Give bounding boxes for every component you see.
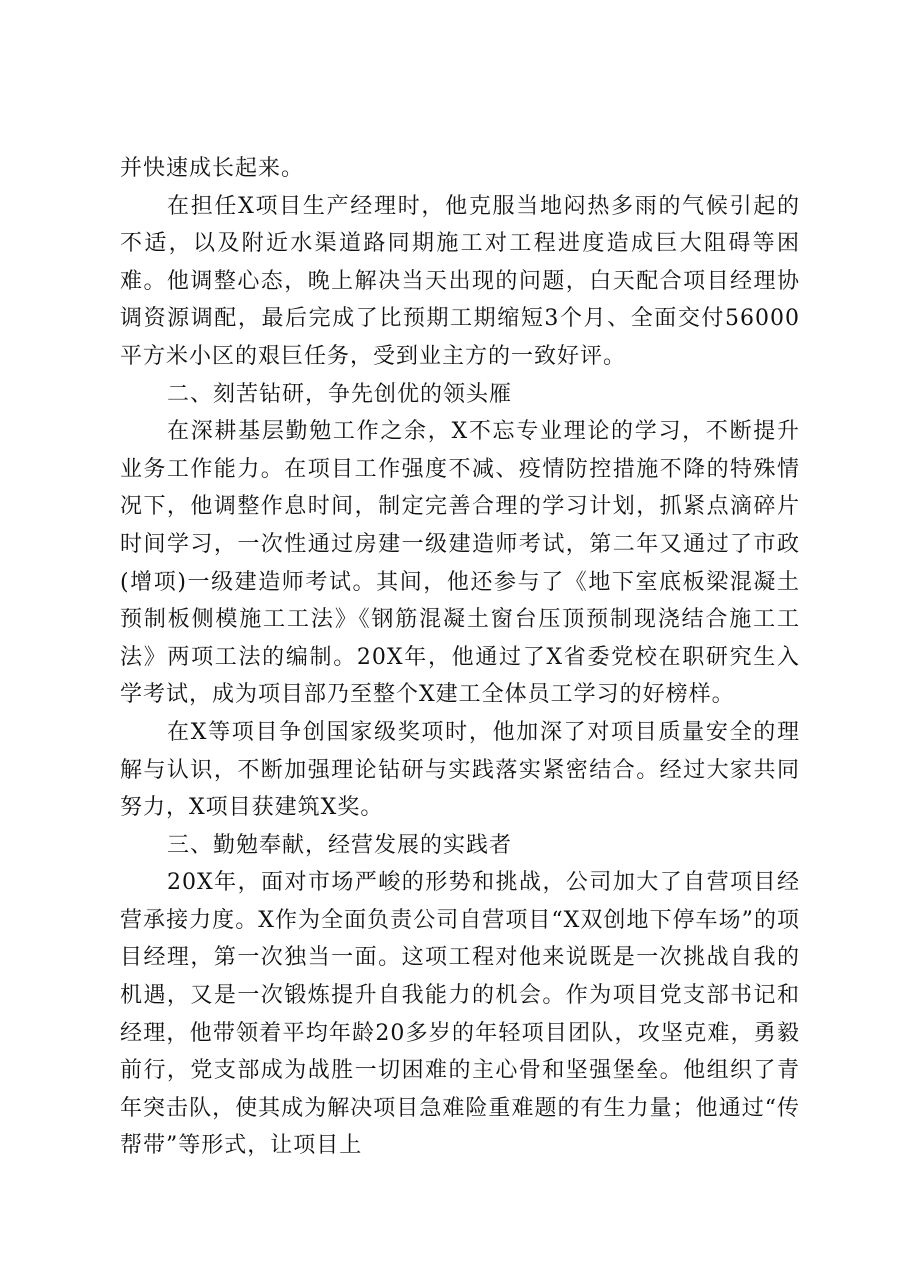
paragraph-continuation: 并快速成长起来。 (120, 156, 305, 181)
document-body (120, 150, 800, 1165)
section-heading-3: 三、勤勉奉献，经营发展的实践者 (167, 832, 513, 858)
paragraph-production-manager: 在担任X项目生产经理时，他克服当地闷热多雨的气候引起的不适，以及附近水渠道路同期施工对工程进度造成巨大阻碍等困难。他调整心态，晚上解决当天出现的问题，白天配合项目经理协调资源调配，最后完成了比预期工期缩短3个月、全面交付56000平方米小区的艰巨任务，受到业主方的一致好评。 (120, 193, 800, 369)
section-heading-2: 二、刻苦钻研，争先创优的领头雁 (167, 381, 513, 407)
paragraph-operations: 20X年，面对市场严峻的形势和挑战，公司加大了自营项目经营承接力度。X作为全面负责公司自营项目“X双创地下停车场”的项目经理，第一次独当一面。这项工程对他来说既是一次挑战自我的机遇，又是一次锻炼提升自我能力的机会。作为项目党支部书记和经理，他带领着平均年龄20多岁的年轻项目团队，攻坚克难，勇毅前行，党支部成为战胜一切困难的主心骨和坚强堡垒。他组织了青年突击队，使其成为解决项目急难险重难题的有生力量；他通过“传帮带”等形式，让项目上 (120, 870, 800, 1159)
paragraph-study: 在深耕基层勤勉工作之余，X不忘专业理论的学习，不断提升业务工作能力。在项目工作强度不减、疫情防控措施不降的特殊情况下，他调整作息时间，制定完善合理的学习计划，抓紧点滴碎片时间学习，一次性通过房建一级建造师考试，第二年又通过了市政(增项)一级建造师考试。其间，他还参与了《地下室底板梁混凝土预制板侧模施工工法》《钢筋混凝土窗台压顶预制现浇结合施工工法》两项工法的编制。20X年，他通过了X省委党校在职研究生入学考试，成为项目部乃至整个X建工全体员工学习的好榜样。 (120, 419, 800, 708)
paragraph-awards: 在X等项目争创国家级奖项时，他加深了对项目质量安全的理解与认识，不断加强理论钻研与实践落实紧密结合。经过大家共同努力，X项目获建筑X奖。 (120, 719, 800, 821)
